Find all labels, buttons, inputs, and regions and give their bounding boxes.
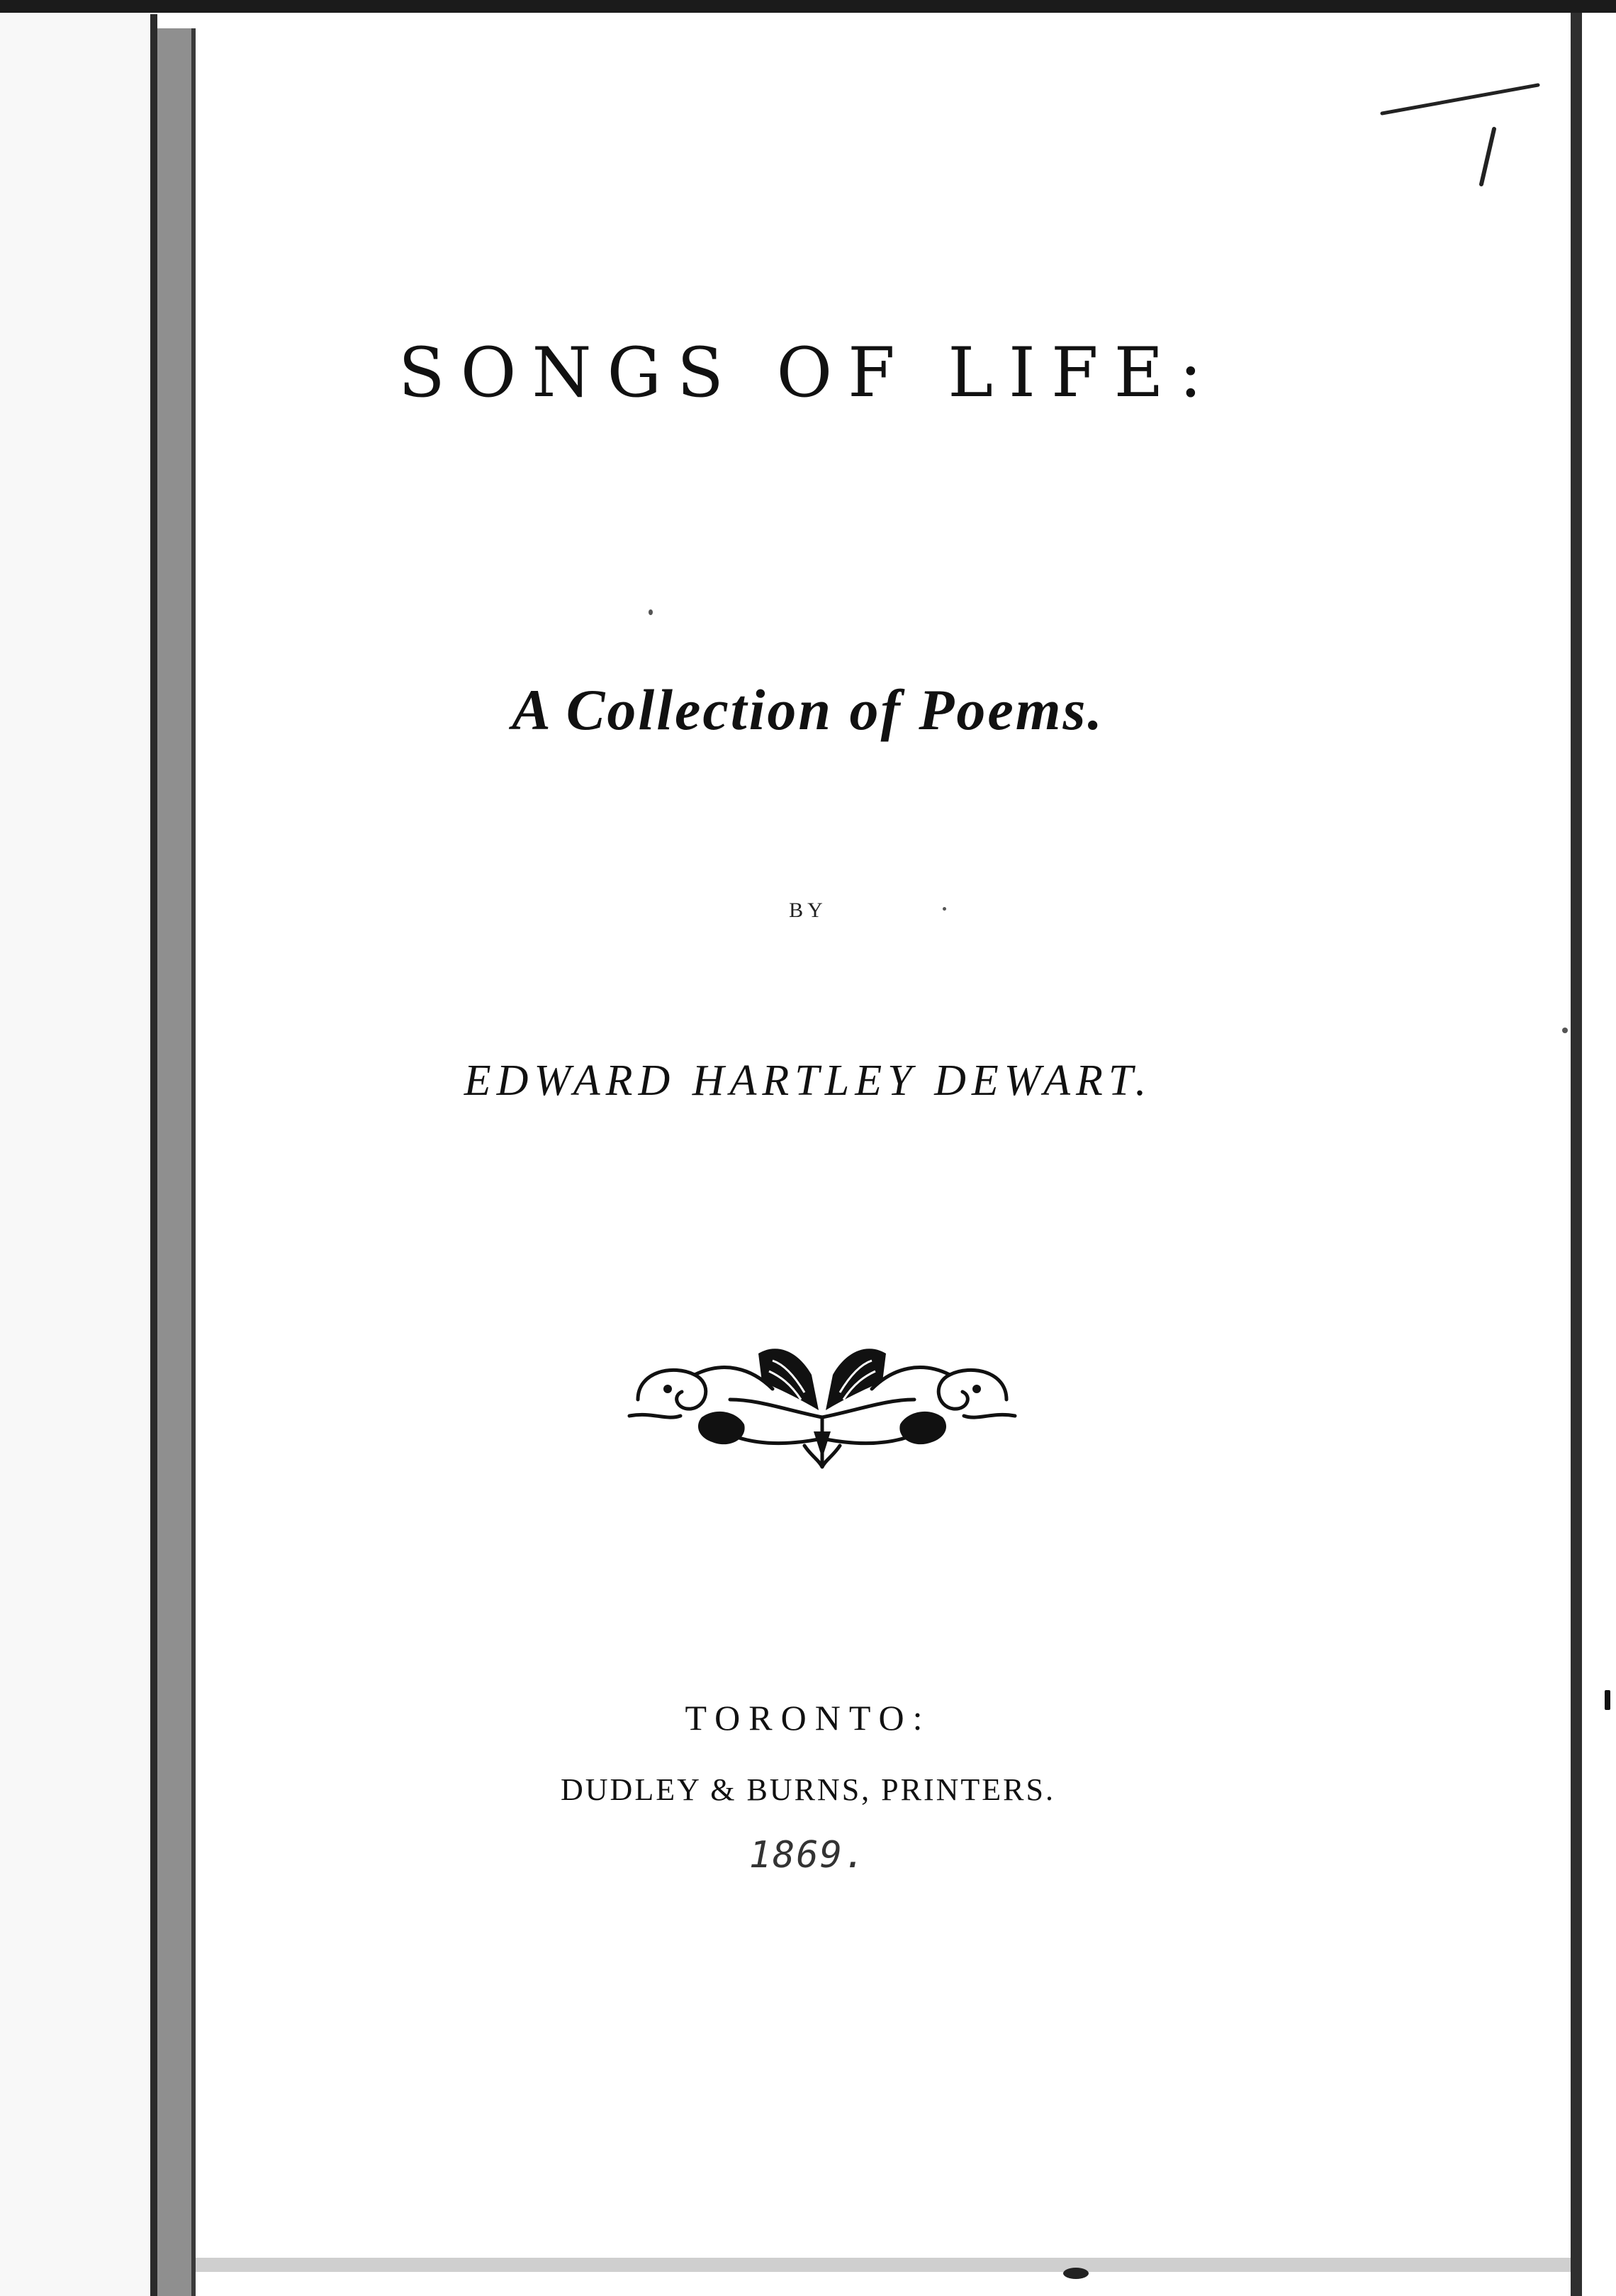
book-subtitle: A Collection of Poems. — [512, 677, 1104, 742]
publication-year: 1869. — [748, 1834, 868, 1876]
printer-name: DUDLEY & BURNS, PRINTERS. — [561, 1772, 1055, 1807]
dust-speck — [1063, 2268, 1089, 2279]
author-name: EDWARD HARTLEY DEWART. — [464, 1057, 1152, 1105]
by-line: BY — [789, 899, 827, 922]
scan-top-border — [0, 0, 1616, 13]
dust-speck — [649, 609, 653, 615]
dust-speck — [943, 907, 946, 911]
dust-speck — [1562, 1028, 1568, 1033]
bottom-shadow — [196, 2258, 1571, 2272]
dust-speck — [1605, 1690, 1610, 1710]
winged-dragons-ornament-icon — [624, 1332, 1021, 1474]
publication-place: TORONTO: — [685, 1698, 931, 1738]
book-title: SONGS OF LIFE: — [398, 333, 1218, 412]
pencil-mark-icon — [1375, 64, 1545, 206]
